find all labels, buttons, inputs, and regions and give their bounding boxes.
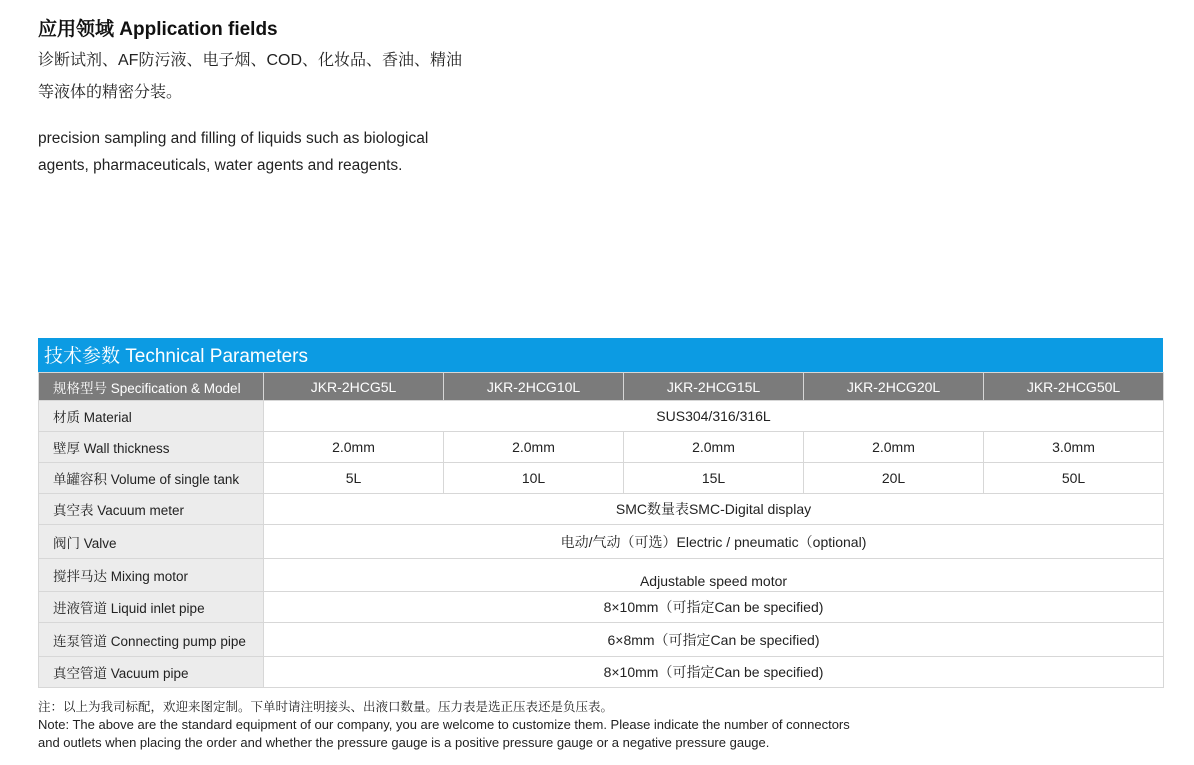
volume-value: 20L <box>804 463 984 494</box>
volume-value: 10L <box>444 463 624 494</box>
mixing-motor-value: Adjustable speed motor <box>264 559 1164 592</box>
wall-thickness-value: 2.0mm <box>264 432 444 463</box>
row-label: 壁厚 Wall thickness <box>39 432 264 463</box>
table-row-volume <box>39 463 1164 494</box>
table-row-mixing-motor <box>39 559 1164 592</box>
row-label: 真空管道 Vacuum pipe <box>39 657 264 688</box>
model-header: JKR-2HCG10L <box>444 373 624 401</box>
wall-thickness-value: 3.0mm <box>984 432 1164 463</box>
volume-value: 50L <box>984 463 1164 494</box>
application-cn-line-1: 诊断试剂、AF防污液、电子烟、COD、化妆品、香油、精油 <box>38 52 463 69</box>
model-header: JKR-2HCG5L <box>264 373 444 401</box>
table-row-valve <box>39 525 1164 559</box>
table-row-connecting-pump <box>39 623 1164 657</box>
vacuum-meter-value: SMC数量表SMC-Digital display <box>264 494 1164 525</box>
note-cn: 注：以上为我司标配，欢迎来图定制。下单时请注明接头、出液口数量。压力表是选正压表还是负压表。 <box>38 700 614 714</box>
table-row-liquid-inlet <box>39 592 1164 623</box>
row-label: 真空表 Vacuum meter <box>39 494 264 525</box>
volume-value: 5L <box>264 463 444 494</box>
application-en-line-2: agents, pharmaceuticals, water agents and reagents. <box>38 157 403 174</box>
row-label: 进液管道 Liquid inlet pipe <box>39 592 264 623</box>
row-label: 搅拌马达 Mixing motor <box>39 559 264 592</box>
table-row-vacuum-meter <box>39 494 1164 525</box>
application-cn-line-2: 等液体的精密分装。 <box>38 84 183 101</box>
wall-thickness-value: 2.0mm <box>444 432 624 463</box>
application-en-line-1: precision sampling and filling of liquids such as biological <box>38 130 429 147</box>
technical-parameters-title: 技术参数 Technical Parameters <box>38 338 1163 372</box>
spec-model-label: 规格型号 Specification & Model <box>39 373 264 401</box>
table-row-vacuum-pipe <box>39 657 1164 688</box>
volume-value: 15L <box>624 463 804 494</box>
row-label: 阀门 Valve <box>39 525 264 559</box>
liquid-inlet-value: 8×10mm（可指定Can be specified) <box>264 592 1164 623</box>
wall-thickness-value: 2.0mm <box>804 432 984 463</box>
vacuum-pipe-value: 8×10mm（可指定Can be specified) <box>264 657 1164 688</box>
valve-value: 电动/气动（可选）Electric / pneumatic（optional) <box>264 525 1164 559</box>
note-en-line-1: Note: The above are the standard equipment of our company, you are welcome to customize them. Please indicate the number of connectors <box>38 717 850 732</box>
wall-thickness-value: 2.0mm <box>624 432 804 463</box>
application-fields-title: 应用领域 Application fields <box>38 19 278 40</box>
model-header: JKR-2HCG20L <box>804 373 984 401</box>
table-row-material <box>39 401 1164 432</box>
model-header: JKR-2HCG15L <box>624 373 804 401</box>
model-header: JKR-2HCG50L <box>984 373 1164 401</box>
technical-parameters-table <box>38 372 1164 688</box>
connecting-pump-value: 6×8mm（可指定Can be specified) <box>264 623 1164 657</box>
note-en-line-2: and outlets when placing the order and whether the pressure gauge is a positive pressure gauge or a negative pressure gauge. <box>38 735 770 750</box>
material-value: SUS304/316/316L <box>264 401 1164 432</box>
row-label: 单罐容积 Volume of single tank <box>39 463 264 494</box>
table-row-wall-thickness <box>39 432 1164 463</box>
table-header-row <box>39 373 1164 401</box>
row-label: 连泵管道 Connecting pump pipe <box>39 623 264 657</box>
row-label: 材质 Material <box>39 401 264 432</box>
technical-parameters-section <box>38 338 1163 688</box>
